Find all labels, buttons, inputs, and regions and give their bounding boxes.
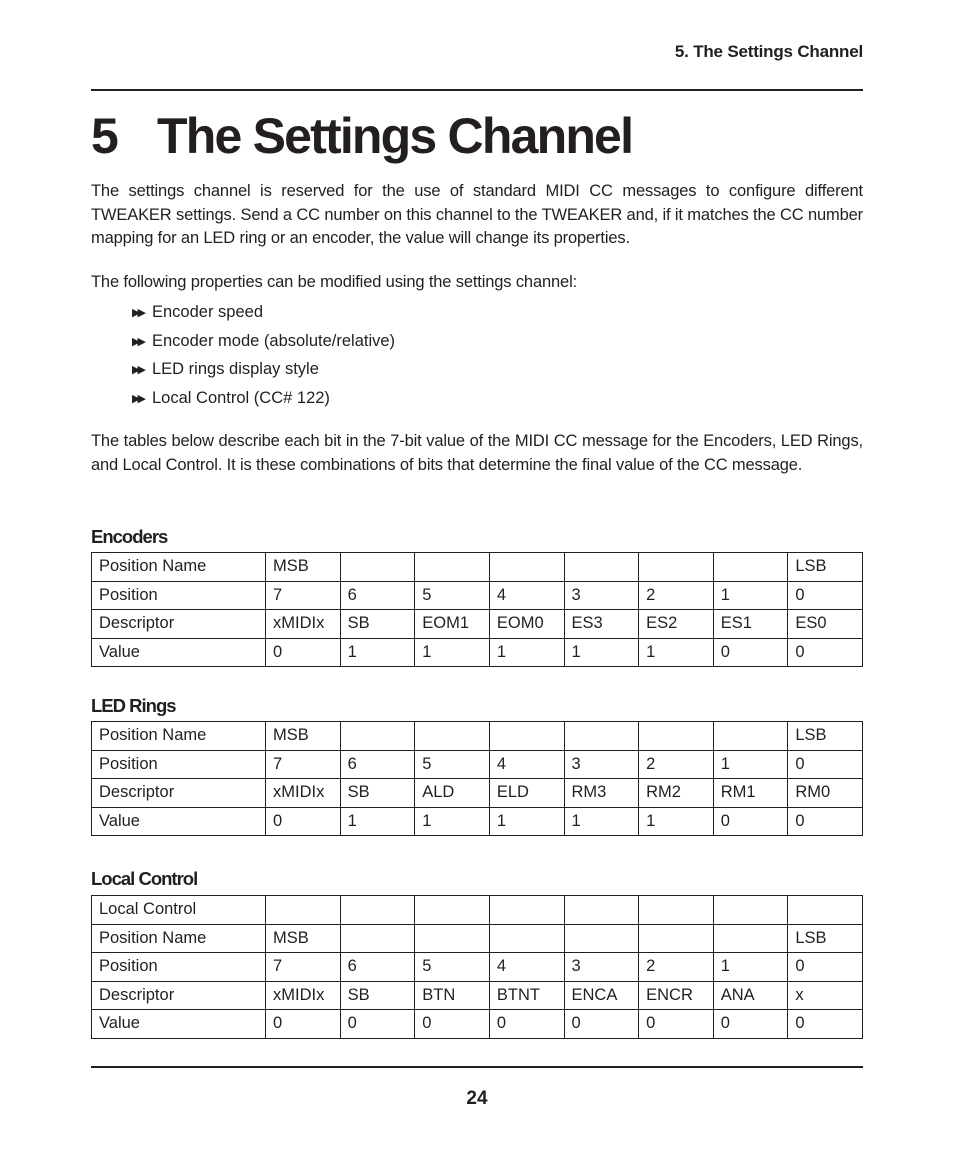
table-cell: SB <box>340 981 415 1010</box>
table-cell: 1 <box>639 638 714 667</box>
table-cell: ES1 <box>713 610 788 639</box>
row-label-cell: Position <box>92 581 266 610</box>
local-control-table <box>91 895 863 1039</box>
table-cell <box>564 924 639 953</box>
table-cell: xMIDIx <box>266 610 341 639</box>
table-cell: 1 <box>713 750 788 779</box>
table-cell: 1 <box>340 807 415 836</box>
table-row <box>92 1010 863 1039</box>
table-cell: 4 <box>489 953 564 982</box>
table-cell: 1 <box>415 638 490 667</box>
led-rings-heading: LED Rings <box>91 695 176 716</box>
table-cell: 7 <box>266 750 341 779</box>
table-cell: 3 <box>564 953 639 982</box>
table-cell: 0 <box>415 1010 490 1039</box>
table-cell: 1 <box>713 581 788 610</box>
double-arrow-bullet-icon: ▶▶ <box>132 364 143 377</box>
table-cell: 0 <box>788 581 863 610</box>
table-cell <box>639 896 714 925</box>
row-label-cell: Value <box>92 638 266 667</box>
table-cell: ELD <box>489 779 564 808</box>
table-cell: EOM1 <box>415 610 490 639</box>
table-row <box>92 924 863 953</box>
table-cell: 1 <box>489 638 564 667</box>
row-label-cell: Position Name <box>92 722 266 751</box>
row-label-cell: Value <box>92 807 266 836</box>
table-cell <box>340 896 415 925</box>
row-label-cell: Position Name <box>92 553 266 582</box>
row-label-cell: Descriptor <box>92 981 266 1010</box>
table-cell: 5 <box>415 581 490 610</box>
table-cell: 0 <box>713 807 788 836</box>
table-cell: 5 <box>415 953 490 982</box>
table-cell: 0 <box>788 1010 863 1039</box>
table-row <box>92 750 863 779</box>
table-cell <box>489 924 564 953</box>
table-cell: 1 <box>564 638 639 667</box>
list-item-text: Local Control (CC# 122) <box>152 389 330 408</box>
list-item <box>132 355 395 384</box>
table-cell <box>489 896 564 925</box>
table-cell: 0 <box>788 807 863 836</box>
table-cell: BTN <box>415 981 490 1010</box>
tables-intro-paragraph: The tables below describe each bit in the 7-bit value of the MIDI CC message for the Encoders, LED Rings, and Local Control. It is these combinations of bits that determine the final value of the CC message. <box>91 432 863 474</box>
table-cell: SB <box>340 610 415 639</box>
footer-rule <box>91 1066 863 1068</box>
table-cell <box>340 553 415 582</box>
table-cell: 7 <box>266 581 341 610</box>
table-cell: 0 <box>489 1010 564 1039</box>
double-arrow-bullet-icon: ▶▶ <box>132 307 143 319</box>
table-cell: ES2 <box>639 610 714 639</box>
table-cell <box>415 896 490 925</box>
led-rings-table <box>91 721 863 836</box>
table-row <box>92 779 863 808</box>
encoders-heading: Encoders <box>91 526 168 547</box>
table-cell <box>639 553 714 582</box>
table-cell <box>788 896 863 925</box>
encoders-table <box>91 552 863 667</box>
table-cell: 4 <box>489 581 564 610</box>
table-cell: 0 <box>713 638 788 667</box>
table-cell: 7 <box>266 953 341 982</box>
list-intro-paragraph: The following properties can be modified using the settings channel: <box>91 273 578 291</box>
table-cell: 0 <box>266 807 341 836</box>
table-cell: MSB <box>266 553 341 582</box>
table-cell <box>564 722 639 751</box>
table-cell: BTNT <box>489 981 564 1010</box>
table-cell: x <box>788 981 863 1010</box>
table-cell: 4 <box>489 750 564 779</box>
table-cell: 6 <box>340 750 415 779</box>
table-cell: 1 <box>415 807 490 836</box>
table-cell: 5 <box>415 750 490 779</box>
table-cell: 0 <box>788 750 863 779</box>
table-cell: 0 <box>266 638 341 667</box>
table-cell: 0 <box>713 1010 788 1039</box>
running-header: 5. The Settings Channel <box>674 42 863 61</box>
local-control-heading: Local Control <box>91 868 198 889</box>
row-label-cell: Descriptor <box>92 610 266 639</box>
table-row <box>92 896 863 925</box>
table-cell: LSB <box>788 924 863 953</box>
table-row <box>92 610 863 639</box>
chapter-number: 5 <box>91 108 118 164</box>
table-cell <box>713 722 788 751</box>
chapter-title <box>91 104 632 168</box>
table-cell: 1 <box>713 953 788 982</box>
table-row <box>92 638 863 667</box>
row-label-cell: Descriptor <box>92 779 266 808</box>
table-cell: 3 <box>564 581 639 610</box>
table-cell: 0 <box>639 1010 714 1039</box>
chapter-title-text: The Settings Channel <box>157 108 633 164</box>
table-cell: 3 <box>564 750 639 779</box>
properties-list <box>132 298 395 413</box>
table-row <box>92 981 863 1010</box>
row-label-cell: Position <box>92 750 266 779</box>
table-cell: ANA <box>713 981 788 1010</box>
double-arrow-bullet-icon: ▶▶ <box>132 335 143 348</box>
row-label-cell: Local Control <box>92 896 266 925</box>
table-cell <box>713 924 788 953</box>
header-rule <box>91 89 863 91</box>
table-row <box>92 953 863 982</box>
page-number: 24 <box>466 1088 488 1109</box>
table-cell: RM3 <box>564 779 639 808</box>
table-cell: 0 <box>788 638 863 667</box>
table-cell: 6 <box>340 581 415 610</box>
table-cell <box>639 722 714 751</box>
table-cell: 6 <box>340 953 415 982</box>
table-cell: 1 <box>340 638 415 667</box>
table-cell <box>564 553 639 582</box>
table-cell: MSB <box>266 722 341 751</box>
table-cell <box>489 722 564 751</box>
list-item <box>132 384 395 413</box>
table-cell: ES3 <box>564 610 639 639</box>
table-cell <box>340 722 415 751</box>
table-cell: MSB <box>266 924 341 953</box>
table-cell: 1 <box>564 807 639 836</box>
list-item <box>132 327 395 356</box>
double-arrow-bullet-icon: ▶▶ <box>132 393 143 406</box>
row-label-cell: Value <box>92 1010 266 1039</box>
table-row <box>92 581 863 610</box>
table-cell: 0 <box>266 1010 341 1039</box>
table-cell: 1 <box>639 807 714 836</box>
table-cell <box>713 896 788 925</box>
table-cell <box>489 553 564 582</box>
list-item-text: LED rings display style <box>152 360 319 379</box>
table-cell: ENCA <box>564 981 639 1010</box>
table-cell <box>639 924 714 953</box>
list-item-text: Encoder speed <box>152 303 263 321</box>
table-cell: 1 <box>489 807 564 836</box>
table-cell: 2 <box>639 581 714 610</box>
table-cell: SB <box>340 779 415 808</box>
table-cell: 2 <box>639 953 714 982</box>
table-cell: ALD <box>415 779 490 808</box>
row-label-cell: Position Name <box>92 924 266 953</box>
table-cell: LSB <box>788 553 863 582</box>
table-row <box>92 722 863 751</box>
row-label-cell: Position <box>92 953 266 982</box>
table-cell <box>415 924 490 953</box>
table-row <box>92 553 863 582</box>
table-cell: 0 <box>564 1010 639 1039</box>
table-cell: ENCR <box>639 981 714 1010</box>
table-cell: RM2 <box>639 779 714 808</box>
table-row <box>92 807 863 836</box>
table-cell <box>340 924 415 953</box>
table-cell: xMIDIx <box>266 981 341 1010</box>
table-cell <box>415 553 490 582</box>
table-cell: ES0 <box>788 610 863 639</box>
list-item-text: Encoder mode (absolute/relative) <box>152 331 396 350</box>
table-cell: 0 <box>340 1010 415 1039</box>
list-item <box>132 298 395 327</box>
table-cell: EOM0 <box>489 610 564 639</box>
table-cell: RM0 <box>788 779 863 808</box>
table-cell: 0 <box>788 953 863 982</box>
table-cell: LSB <box>788 722 863 751</box>
table-cell <box>266 896 341 925</box>
intro-paragraph: The settings channel is reserved for the use of standard MIDI CC messages to configure different TWEAKER settings. Send a CC number on this channel to the TWEAKER and, if it matches the CC number mapping for an LED ring or an encoder, the value will change its properties. <box>91 182 863 247</box>
table-cell <box>564 896 639 925</box>
table-cell: xMIDIx <box>266 779 341 808</box>
table-cell: RM1 <box>713 779 788 808</box>
table-cell <box>713 553 788 582</box>
table-cell <box>415 722 490 751</box>
table-cell: 2 <box>639 750 714 779</box>
